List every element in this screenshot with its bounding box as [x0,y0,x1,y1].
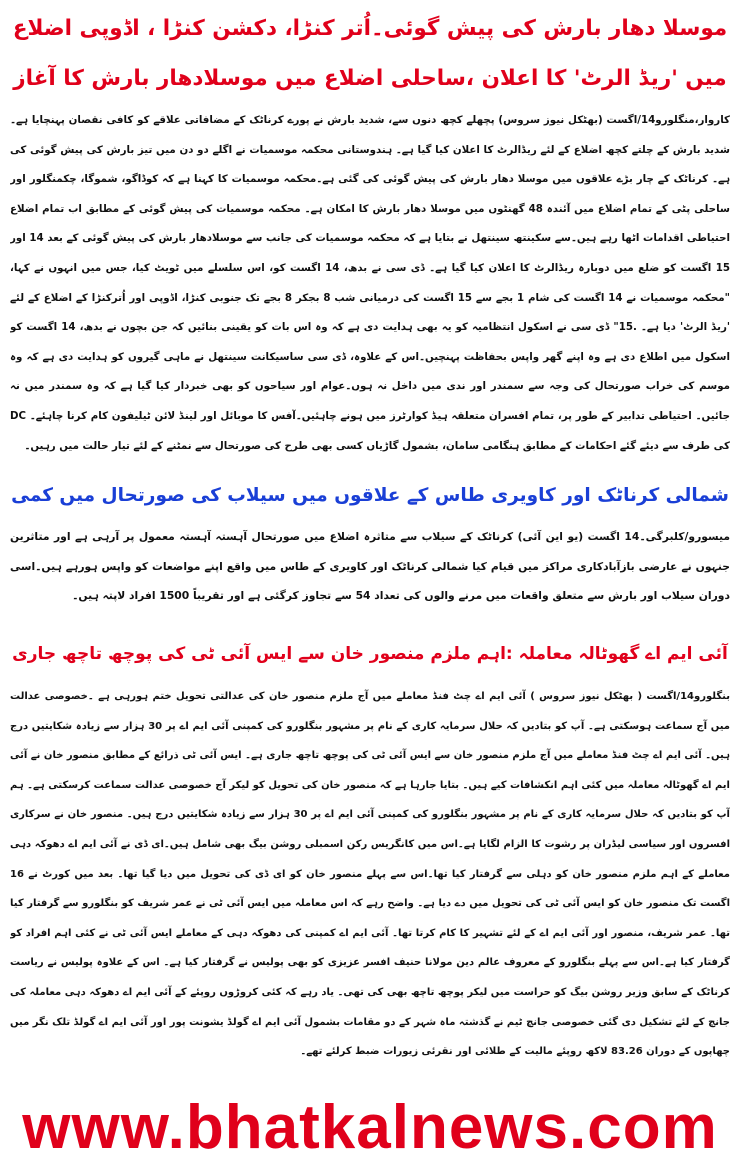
article-3-body: بنگلورو14/اگست ( بھٹکل نیوز سروس ) آئی ایم اے چٹ فنڈ معاملے میں آج ملزم منصور خان کی عدالتی تحویل ختم ہورہی ہے ۔خصوصی عدالت میں آج سماعت ہوسکتی ہے۔ آپ کو بتادیں کہ حلال سرمایہ کاری کے نام پر مشہور بنگلورو کی کمپنی آئی ایم اے پر 30 ہزار سے زیادہ شکایتیں درج ہیں۔ آئی ایم اے چٹ فنڈ معاملے میں آج ملزم منصور خان سے ایس آئی ٹی کی پوچھ تاچھ جاری ہے۔ ایس آئی ٹی ذرائع کے مطابق منصور خان نے آئی ایم اے گھوٹالہ معاملہ میں کئی اہم انکشافات کیے ہیں۔ بتایا جارہا ہے کہ منصور خان کی تحویل کو لیکر آج خصوصی عدالت سماعت کرسکتی ہے۔ ہم آپ کو بتادیں کہ حلال سرمایہ کاری کے نام پر مشہور بنگلورو کی کمپنی آئی ایم اے پر 30 ہزار سے زیادہ شکایتیں درج ہیں۔ منصور خان نے سرکاری افسروں اور سیاسی لیڈران پر رشوت کا الزام لگایا ہے۔اس میں کانگریس رکن اسمبلی روشن بیگ بھی شامل ہیں۔ای ڈی نے آئی ایم اے دھوکہ دہی معاملے کے اہم ملزم منصور خان کو دہلی سے گرفتار کیا تھا۔اس سے پہلے منصور خان کو ای ڈی کی تحویل میں دیا گیا تھا۔ بعد میں کورٹ نے 16 اگست تک منصور خان کو ایس آئی ٹی کی تحویل میں دے دیا ہے۔ واضح رہے کہ اس معاملہ میں ایس آئی ٹی نے عمر شریف کو بنگلورو سے گرفتار کیا تھا۔ عمر شریف، منصور اور آئی ایم اے کے لئے تشہیر کا کام کرتا تھا۔ آئی ایم اے کمپنی کی دھوکہ دہی کے معاملے ایس آئی ٹی نے کئی اہم افراد کو گرفتار کیا ہے۔اس سے پہلے بنگلورو کے معروف عالم دین مولانا حنیف افسر عزیزی کو بھی پولیس نے گرفتار کیا ہے۔ اس کے علاوہ پولیس نے ریاست کرناٹک کے سابق وزیر روشن بیگ کو حراست میں لیکر پوچھ تاچھ بھی کی تھی۔ یاد رہے کہ کئی کروڑوں روپئے کے آئی ایم اے دھوکہ دہی معاملہ کی جانچ کے لئے تشکیل دی گئی خصوصی جانچ ٹیم نے گذشتہ ماہ شہر کے دو مقامات بشمول آئی ایم اے گولڈ یشونت پور اور آئی ایم اے گولڈ تلک نگر میں چھاپوں کے دوران 83.26 لاکھ روپئے مالیت کے طلائی اور نقرئی زیورات ضبط کرلئے تھے۔ [10,691,730,1058]
subheadline-flood: شمالی کرناٹک اور کاویری طاس کے علاقوں میں سیلاب کی صورتحال میں کمی [11,485,729,506]
article-1-body: کاروار،منگلورو14/اگست (بھٹکل نیوز سروس) پچھلے کچھ دنوں سے، شدید بارش نے پورے کرناٹک کے مضافاتی علاقے کو کافی نقصان پہنچایا ہے۔ شدید بارش کے چلتے کچھ اضلاع کے لئے ریڈالرٹ کا اعلان کیا گیا ہے۔ ہندوستانی محکمہ موسمیات نے اگلے دو دن میں تیز بارش کی پیش گوئی کی ہے۔ کرناٹک کے چار بڑے علاقوں میں موسلا دھار بارش کی پیش گوئی کی گئی ہے۔محکمہ موسمیات کا کہنا ہے کہ کوڈاگو، شموگا، چکمنگلور اور ساحلی پٹی کے تمام اضلاع میں آئندہ 48 گھنٹوں میں موسلا دھار بارش کا امکان ہے۔ محکمہ موسمیات کی پیش گوئی کے مطابق اب تمام اضلاع احتیاطی اقدامات اٹھا رہے ہیں۔سے سکینتھ سینتھل نے بتایا ہے کہ محکمہ موسمیات کی جانب سے موسلادھار بارش کی پیش گوئی کے بعد 14 اور 15 اگست کو ضلع میں دوبارہ ریڈالرٹ کا اعلان کیا گیا ہے۔ ڈی سی نے بدھ، 14 اگست کو، اس سلسلے میں ٹویٹ کیا، جس میں انہوں نے کہا، "محکمہ موسمیات نے 14 اگست کی شام 1 بجے سے 15 اگست کی درمیانی شب 8 بجکر 8 بجے تک جنوبی کنڑا، اڈوپی اور اُترکنڑا کے اضلاع کے لئے 'ریڈ الرٹ' دیا ہے۔ .15" ڈی سی نے اسکول انتظامیہ کو یہ بھی ہدایت دی ہے کہ وہ اس بات کو یقینی بنائیں کہ جن بچوں نے بدھ، 14 اگست کو اسکول میں اطلاع دی ہے وہ اپنے گھر واپس بحفاظت پہنچیں۔اس کے علاوہ، ڈی سی ساسیکانت سینتھل نے ماہی گیروں کو ہدایت دی ہے کہ وہ موسم کی خراب صورتحال کی وجہ سے سمندر اور ندی میں داخل نہ ہوں۔عوام اور سیاحوں کو بھی خبردار کیا گیا ہے کہ وہ سمندر میں نہ جائیں۔ احتیاطی تدابیر کے طور پر، تمام افسران متعلقہ ہیڈ کوارٹرز میں ہونے چاہئیں۔آفس کا موبائل اور لینڈ لائن ٹیلیفون کام کرنا چاہئے۔ DC کی طرف سے دیئے گئے احکامات کے مطابق ہنگامی سامان، بشمول گاڑیاں کسی بھی طرح کی صورتحال سے نمٹنے کے لئے تیار حالت میں رہیں۔ [10,114,730,452]
main-headline [8,4,732,104]
subheadline-ima-scam: آئی ایم اے گھوٹالہ معاملہ :اہم ملزم منصور خان سے ایس آئی ٹی کی پوچھ تاچھ جاری [12,644,728,664]
headline-line-2: میں 'ریڈ الرٹ' کا اعلان ،ساحلی اضلاع میں موسلادھار بارش کا آغاز [13,66,727,91]
headline-line-1: موسلا دھار بارش کی پیش گوئی۔اُتر کنڑا، دکشن کنڑا ، اڈوپی اضلاع [12,16,728,41]
footer-website-link[interactable]: www.bhatkalnews.com [22,1093,718,1161]
article-2-body: میسورو/کلبرگی۔14 اگست (یو این آئی) کرناٹک کے سیلاب سے متاثرہ اضلاع میں صورتحال آہستہ آہستہ معمول پر آرہی ہے اور متاثرین جنہوں نے عارضی بازآبادکاری مراکز میں قیام کیا شمالی کرناٹک اور کاویری کے طاس میں واقع اپنے مواضعات کو واپس ہورہے ہیں۔اسی دوران سیلاب اور بارش سے متعلق واقعات میں مرنے والوں کی تعداد 54 سے تجاوز کرگئی ہے اور تقریباً 1500 افراد لاپتہ ہیں۔ [10,530,730,603]
